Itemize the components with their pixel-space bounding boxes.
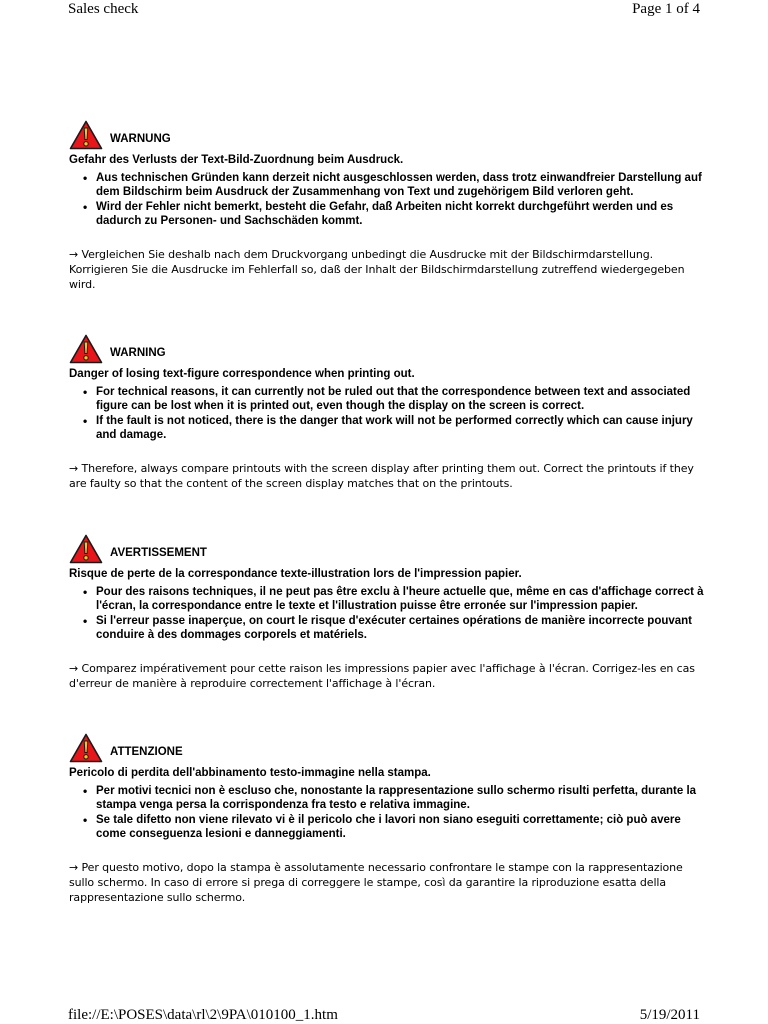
page-number: Page 1 of 4 <box>632 1 700 17</box>
warning-subtitle: Danger of losing text-figure correspondence when printing out. <box>69 368 415 380</box>
print-date: 5/19/2011 <box>639 1007 700 1023</box>
warning-label: ATTENZIONE <box>110 746 183 758</box>
warning-heading-row <box>69 334 709 366</box>
warning-bullet: • For technical reasons, it can currently not be ruled out that the correspondence between text and associated figure can be lost when it is printed out, even though the display on the screen is correct. <box>96 385 709 414</box>
warning-heading-row <box>69 534 709 566</box>
warning-subtitle: Pericolo di perdita dell'abbinamento testo-immagine nella stampa. <box>69 767 431 779</box>
warning-note: → Vergleichen Sie deshalb nach dem Druckvorgang unbedingt die Ausdrucke mit der Bildschirmdarstellung. Korrigieren Sie die Ausdrucke im Fehlerfall so, daß der Inhalt der Bildschirmdarstellung zutreffend wiedergegeben wird. <box>69 247 685 291</box>
file-path: file://E:\POSES\data\rl\2\9PA\010100_1.htm <box>68 1007 338 1023</box>
warning-triangle-icon <box>69 534 103 564</box>
warning-label: AVERTISSEMENT <box>110 547 207 559</box>
warning-bullet: • Si l'erreur passe inaperçue, on court le risque d'exécuter certaines opérations de manière incorrecte pouvant conduire à des dommages corporels et matériels. <box>96 614 709 643</box>
warning-bullet-list <box>69 585 709 643</box>
warning-bullet-list <box>69 171 709 229</box>
warning-bullet-list <box>69 385 709 443</box>
warning-section-en <box>69 334 709 491</box>
warning-section-it <box>69 733 709 905</box>
warning-note: → Per questo motivo, dopo la stampa è assolutamente necessario confrontare le stampe con la rappresentazione sullo schermo. In caso di errore si prega di correggere le stampe, così da garantire la riproduzione esatta della rappresentazione sullo schermo. <box>69 860 683 904</box>
warning-note: → Therefore, always compare printouts with the screen display after printing them out. Correct the printouts if they are faulty so that the content of the screen display matches that on the printouts. <box>69 461 694 490</box>
warning-triangle-icon <box>69 733 103 763</box>
warning-bullet: • If the fault is not noticed, there is the danger that work will not be performed correctly which can cause injury and damage. <box>96 414 709 443</box>
warning-label: WARNING <box>110 347 166 359</box>
warning-bullet: • Per motivi tecnici non è escluso che, nonostante la rappresentazione sullo schermo risulti perfetta, durante la stampa venga persa la corrispondenza fra testo e relativa immagine. <box>96 784 709 813</box>
warning-bullet-list <box>69 784 709 842</box>
warning-note: → Comparez impérativement pour cette raison les impressions papier avec l'affichage à l'écran. Corrigez-les en cas d'erreur de manière à reproduire correctement l'affichage à l'écran. <box>69 661 695 690</box>
warning-label: WARNUNG <box>110 133 171 145</box>
warning-bullet: • Se tale difetto non viene rilevato vi è il pericolo che i lavori non siano eseguiti correttamente; ciò può avere come conseguenza lesioni e danneggiamenti. <box>96 813 709 842</box>
warning-heading-row <box>69 120 709 152</box>
warning-heading-row <box>69 733 709 765</box>
page-title: Sales check <box>68 1 139 17</box>
warning-bullet: • Aus technischen Gründen kann derzeit nicht ausgeschlossen werden, dass trotz einwandfreier Darstellung auf dem Bildschirm beim Ausdruck der Zusammenhang von Text und zugehörigem Bild verloren geht. <box>96 171 709 200</box>
warning-bullet: • Pour des raisons techniques, il ne peut pas être exclu à l'heure actuelle que, même en cas d'affichage correct à l'écran, la correspondance entre le texte et l'illustration puisse être erronée sur l'impression papier. <box>96 585 709 614</box>
warning-bullet: • Wird der Fehler nicht bemerkt, besteht die Gefahr, daß Arbeiten nicht korrekt durchgeführt werden und es dadurch zu Personen- und Sachschäden kommt. <box>96 200 709 229</box>
warning-subtitle: Gefahr des Verlusts der Text-Bild-Zuordnung beim Ausdruck. <box>69 154 404 166</box>
warning-triangle-icon <box>69 120 103 150</box>
warning-triangle-icon <box>69 334 103 364</box>
warning-section-fr <box>69 534 709 691</box>
page-header <box>0 0 768 22</box>
page-footer <box>0 1005 768 1024</box>
warning-section-de <box>69 120 709 292</box>
warning-subtitle: Risque de perte de la correspondance texte-illustration lors de l'impression papier. <box>69 568 522 580</box>
